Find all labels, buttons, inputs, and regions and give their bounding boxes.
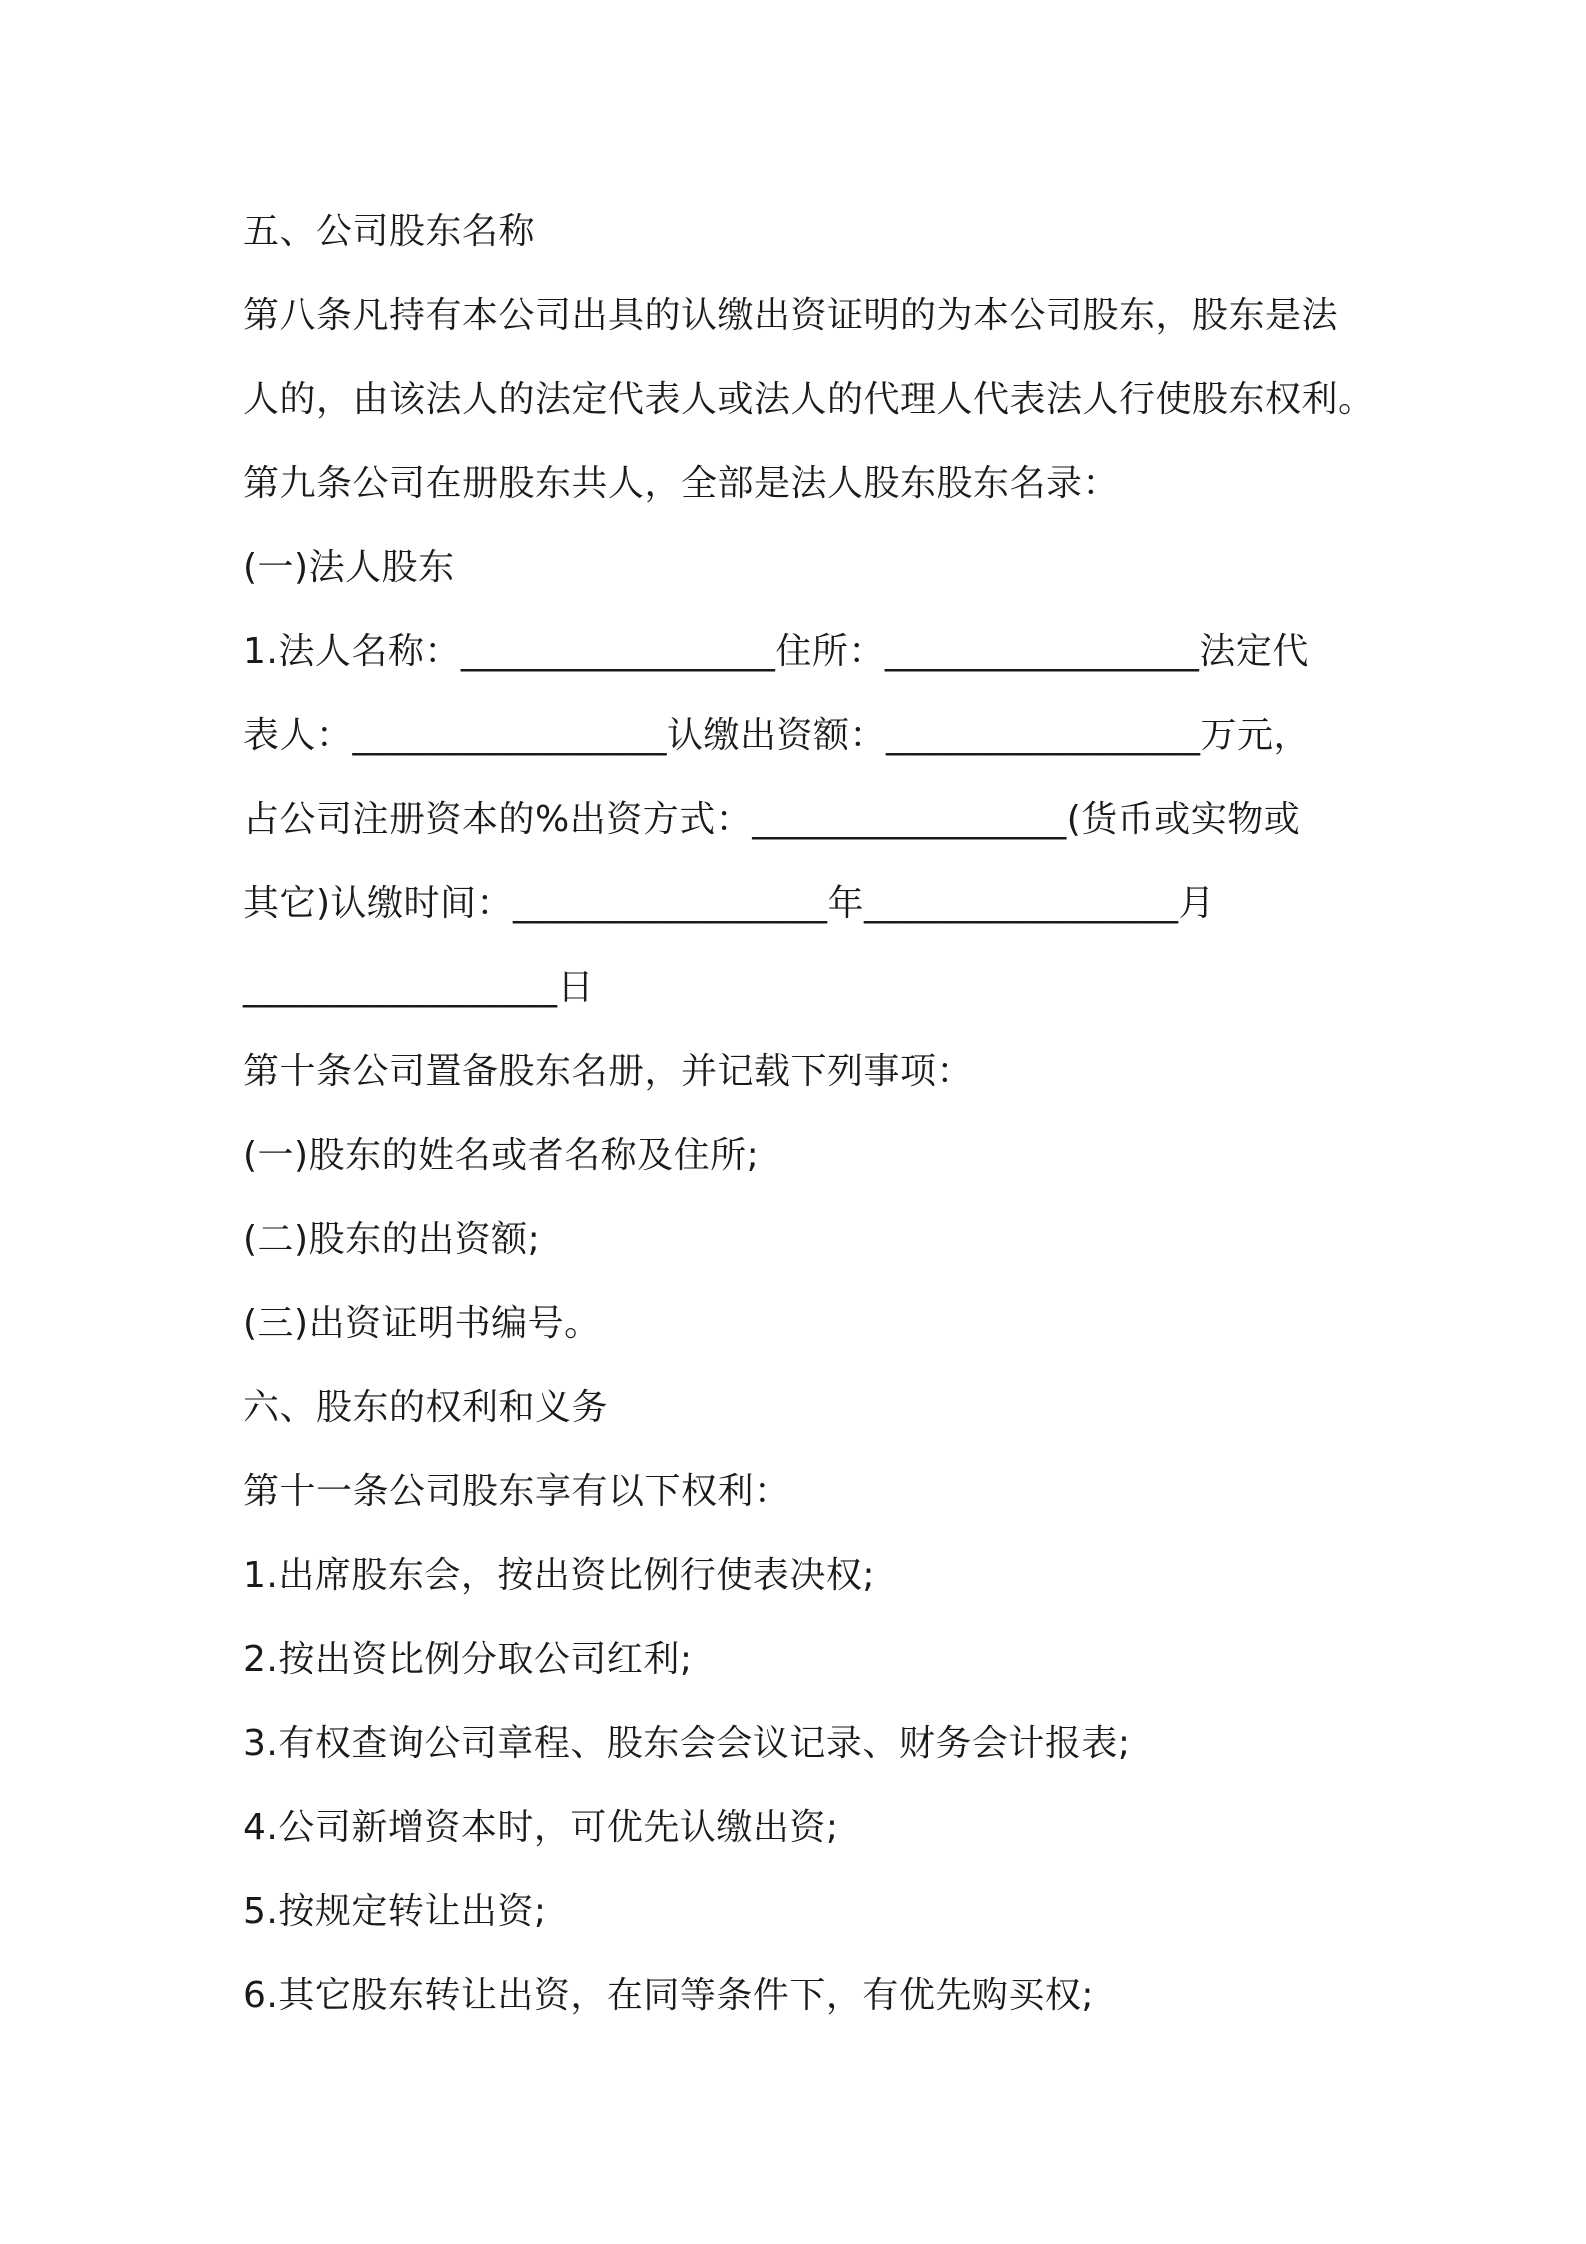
- shareholder-form-line-5: _________________日: [243, 967, 594, 1008]
- article-8-text: 第八条凡持有本公司出具的认缴出资证明的为本公司股东，股东是法: [243, 295, 1339, 336]
- document-body: [243, 203, 1373, 2051]
- shareholder-form-line-2: 表人：_________________认缴出资额：_________________万元，: [243, 715, 1311, 756]
- right-item-4: 4.公司新增资本时，可优先认缴出资;: [243, 1807, 839, 1848]
- shareholder-form-line-3: 占公司注册资本的%出资方式：_________________(货币或实物或: [243, 799, 1301, 840]
- shareholder-form-line-1: 1.法人名称：_________________住所：_________________法定代: [243, 631, 1309, 672]
- right-item-2: 2.按出资比例分取公司红利;: [243, 1639, 693, 1680]
- article-10-text: 第十条公司置备股东名册，并记载下列事项：: [243, 1051, 974, 1092]
- register-item-1: (一)股东的姓名或者名称及住所;: [243, 1135, 760, 1176]
- corporate-shareholder-heading: (一)法人股东: [243, 547, 455, 588]
- right-item-1: 1.出席股东会，按出资比例行使表决权;: [243, 1555, 875, 1596]
- register-item-3: (三)出资证明书编号。: [243, 1303, 601, 1344]
- register-item-2: (二)股东的出资额;: [243, 1219, 541, 1260]
- right-item-6: 6.其它股东转让出资，在同等条件下，有优先购买权;: [243, 1975, 1094, 2016]
- article-9-text: 第九条公司在册股东共人，全部是法人股东股东名录：: [243, 463, 1120, 504]
- right-item-5: 5.按规定转让出资;: [243, 1891, 547, 1932]
- right-item-3: 3.有权查询公司章程、股东会会议记录、财务会计报表;: [243, 1723, 1131, 1764]
- section-heading-rights-obligations: 六、股东的权利和义务: [243, 1387, 609, 1428]
- article-11-text: 第十一条公司股东享有以下权利：: [243, 1471, 791, 1512]
- shareholder-form-line-4: 其它)认缴时间：_________________年_________________月: [243, 883, 1216, 924]
- section-heading-shareholder-names: 五、公司股东名称: [243, 211, 536, 252]
- article-8-text-cont: 人的，由该法人的法定代表人或法人的代理人代表法人行使股东权利。: [243, 379, 1375, 420]
